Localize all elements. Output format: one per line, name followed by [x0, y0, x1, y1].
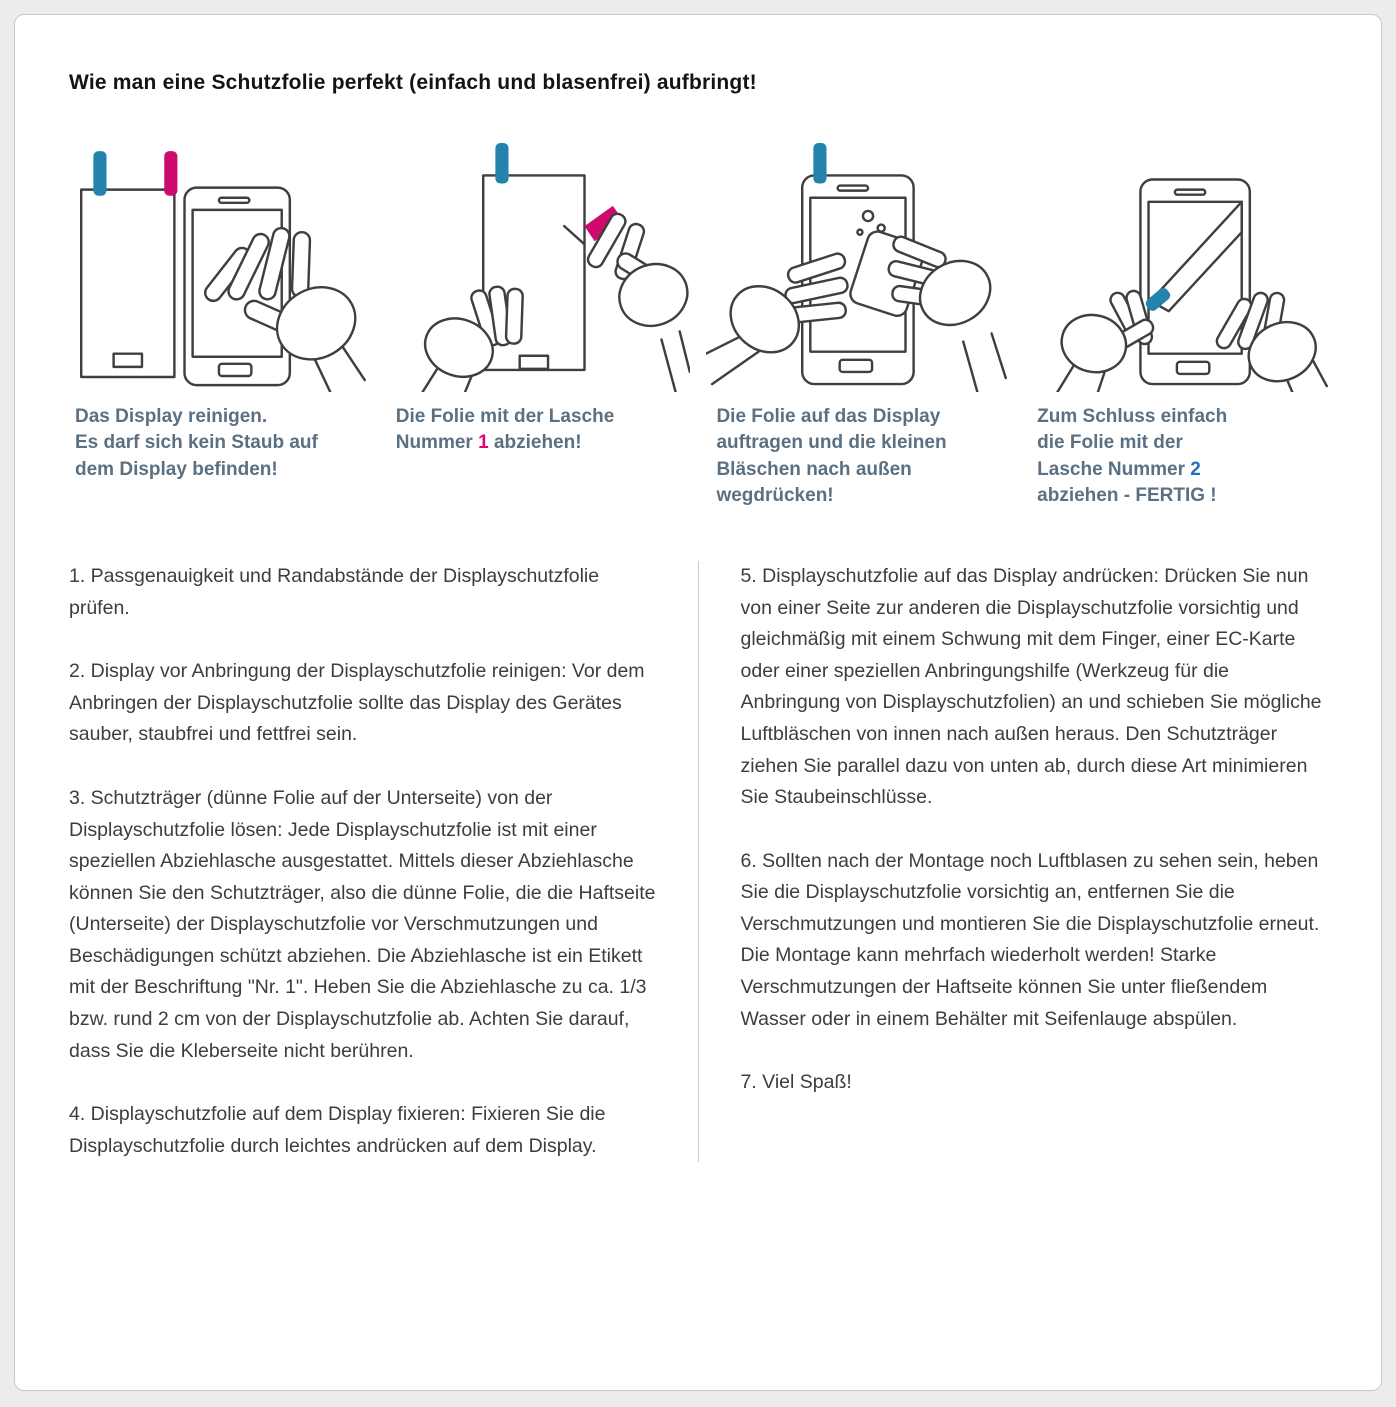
figure-clean-display — [65, 139, 369, 509]
pull-tab-2-illustration — [1027, 139, 1331, 392]
film-sheet — [81, 151, 177, 377]
pink-tab-icon — [164, 151, 177, 196]
blue-tab-icon — [495, 143, 508, 184]
tab-number-1: 1 — [478, 432, 489, 454]
blue-tab-icon — [93, 151, 106, 196]
instruction-step: 4. Displayschutzfolie auf dem Display fixieren: Fixieren Sie die Displayschutzfolie durch leichtes andrücken auf dem Display. — [69, 1103, 606, 1157]
caption-line — [1037, 457, 1331, 483]
instruction-step: 1. Passgenauigkeit und Randabstände der Displayschutzfolie prüfen. — [69, 565, 600, 619]
caption-line: auftragen und die kleinen — [716, 432, 947, 454]
caption-line: Das Display reinigen. — [75, 406, 268, 428]
figure-pull-tab-1 — [386, 139, 690, 509]
hand-icon — [585, 211, 689, 392]
page-title: Wie man eine Schutzfolie perfekt (einfach und blasenfrei) aufbringt! — [69, 71, 757, 94]
instruction-step: 7. Viel Spaß! — [740, 1071, 852, 1094]
figure-pull-tab-2 — [1027, 139, 1331, 509]
illustration-row — [57, 139, 1339, 509]
hand-icon — [417, 286, 523, 392]
caption-text: Lasche Nummer — [1037, 458, 1191, 480]
caption-line: Die Folie auf das Display — [716, 406, 941, 428]
clean-display-illustration — [65, 139, 369, 392]
caption-line — [396, 430, 690, 456]
figure-caption — [386, 404, 690, 456]
instruction-step: 2. Display vor Anbringung der Displayschutzfolie reinigen: Vor dem Anbringen der Displayschutzfolie sollte das Display des Gerätes sauber, staubfrei und fettfrei sein. — [69, 660, 645, 746]
column-left — [69, 561, 698, 1162]
figure-caption — [1027, 404, 1331, 509]
apply-film-illustration — [706, 139, 1010, 392]
caption-line: Die Folie mit der Lasche — [395, 406, 615, 428]
caption-line: Bläschen nach außen — [716, 458, 912, 480]
figure-apply-film — [706, 139, 1010, 509]
instruction-columns — [57, 561, 1339, 1162]
instruction-step: 3. Schutzträger (dünne Folie auf der Unterseite) von der Displayschutzfolie lösen: Jede Displayschutzfolie ist mit einer speziellen Abziehlasche ausgestattet. Mittels dieser Abziehlasche können Sie den Schutzträger, also die dünne Folie, die die Haftseite (Unterseite) der Displayschutzfolie vor Verschmutzungen und Beschädigungen schützt abziehen. Die Abziehlasche ist ein Etikett mit der Beschriftung "Nr. 1". Heben Sie die Abziehlasche zu ca. 1/3 bzw. rund 2 cm von der Displayschutzfolie ab. Achten Sie darauf, dass Sie die Kleberseite nicht berühren. — [69, 786, 656, 1062]
instruction-step: 6. Sollten nach der Montage noch Luftblasen zu sehen sein, heben Sie die Displayschutzfolie vorsichtig an, entfernen Sie die Verschmutzungen und montieren Sie die Displayschutzfolie erneut. Die Montage kann mehrfach wiederholt werden! Starke Verschmutzungen der Haftseite können Sie unter fließendem Wasser oder in einem Behälter mit Seifenlauge abspülen. — [740, 849, 1320, 1030]
caption-line: abziehen - FERTIG ! — [1037, 484, 1217, 506]
column-right — [699, 561, 1328, 1162]
caption-text: Nummer — [395, 432, 479, 454]
caption-line: die Folie mit der — [1037, 432, 1183, 454]
pull-tab-1-illustration — [386, 139, 690, 392]
instruction-card — [14, 14, 1382, 1391]
blue-tab-icon — [814, 143, 827, 184]
figure-caption — [65, 404, 369, 483]
caption-line: Zum Schluss einfach — [1037, 406, 1228, 428]
figure-caption — [706, 404, 1010, 509]
caption-text: abziehen! — [488, 432, 582, 454]
caption-line: dem Display befinden! — [75, 458, 278, 480]
tab-number-2: 2 — [1190, 458, 1201, 480]
caption-line: wegdrücken! — [716, 484, 834, 506]
instruction-step: 5. Displayschutzfolie auf das Display andrücken: Drücken Sie nun von einer Seite zur anderen die Displayschutzfolie vorsichtig und gleichmäßig mit einem Schwung mit dem Finger, einer EC-Karte oder einer speziellen Anbringungshilfe (Werkzeug für die Anbringung von Displayschutzfolien) an und schieben Sie mögliche Luftbläschen von innen nach außen heraus. Den Schutzträger ziehen Sie parallel dazu von unten ab, durch diese Art minimieren Sie Staubeinschlüsse. — [740, 565, 1322, 809]
caption-line: Es darf sich kein Staub auf — [75, 432, 318, 454]
